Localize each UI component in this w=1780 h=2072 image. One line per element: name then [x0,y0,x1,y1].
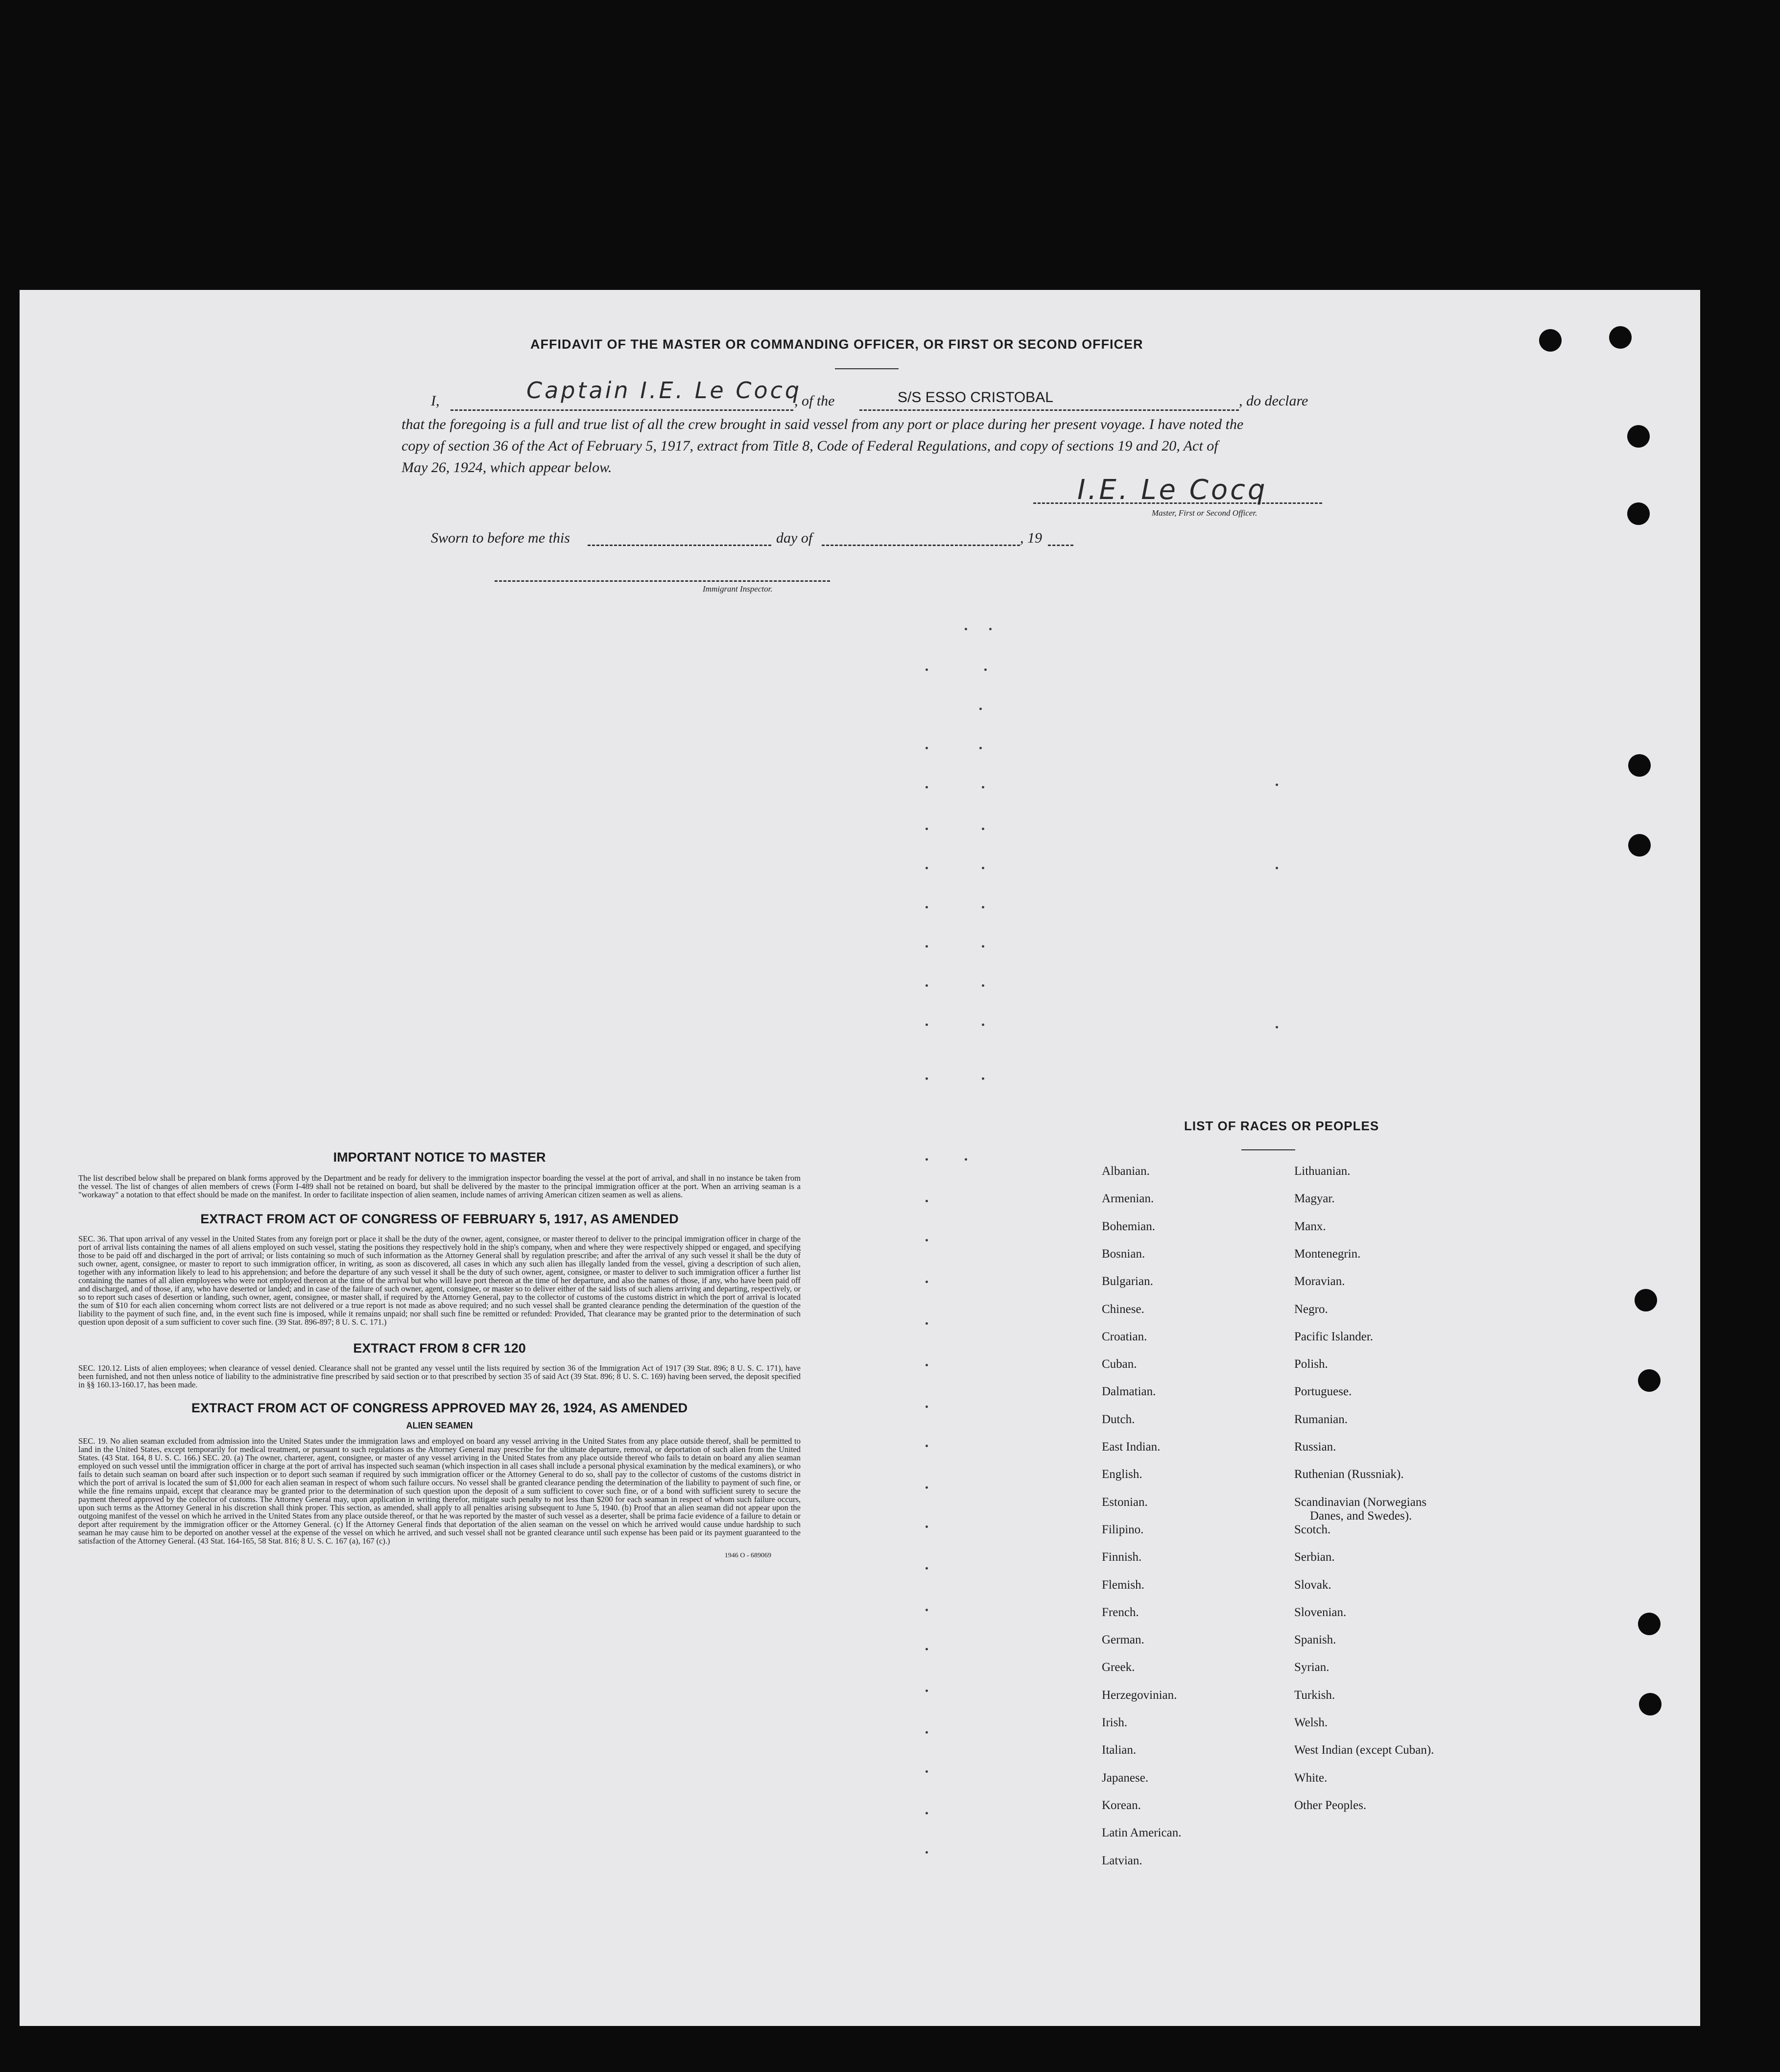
race-item: Japanese. [1102,1771,1149,1785]
race-item: Scotch. [1294,1523,1331,1536]
signature-caption: Master, First or Second Officer. [1152,508,1258,518]
race-item: Other Peoples. [1294,1798,1367,1812]
race-item: Moravian. [1294,1275,1345,1288]
name-line [451,409,793,411]
of-the-label: , of the [794,393,835,409]
affidavit-title: AFFIDAVIT OF THE MASTER OR COMMANDING OFFICER, OR FIRST OR SECOND OFFICER [530,337,1143,352]
bleed-dot [926,1648,928,1650]
race-item: Slovenian. [1294,1605,1347,1619]
race-item: Negro. [1294,1302,1328,1316]
race-item: Russian. [1294,1440,1336,1453]
bleed-dot [926,1567,928,1570]
bleed-dot [979,708,982,710]
bleed-dot [984,668,987,671]
bleed-dot [926,668,928,671]
race-item: Chinese. [1102,1302,1144,1316]
bleed-dot [965,628,967,630]
bleed-dot [926,1281,928,1283]
bleed-dot [926,1731,928,1734]
race-item: Slovak. [1294,1578,1331,1592]
race-item: Estonian. [1102,1495,1148,1509]
officer-name: Captain I.E. Le Cocq [526,377,802,404]
bleed-dot [926,1812,928,1814]
statement-line-2: copy of section 36 of the Act of February 5, 1917, extract from Title 8, Code of Federal Regulations, and copy of sections 19 and 20, Act of [402,438,1218,454]
extract-1924-text: SEC. 19. No alien seaman excluded from admission into the United States under the immigration laws and employed on board any vessel arriving in the United States from any place outside thereof, shall be permitted to land in the United States, except temporarily for medical treatment, or pursuant to such regulations as the Attorney General may prescribe for the ultimate departure, removal, or deportation of such alien from the United States. (43 Stat. 164, 8 U. S. C. 166.) SEC. 20. (a) The owner, charterer, agent, consignee, or master of any vessel arriving in the United States from any place outside thereof who fails to detain on board any alien seaman employed on such vessel until the immigration officer in charge at the port of arrival has inspected such seaman (which inspection in all cases shall include a personal physical examination by the medical examiners), or who fails to detain such seaman on board after such inspection or to deport such seaman if required by such immigration officer or the Attorney General to do so, shall pay to the collector of customs of the customs district in which the port of arrival is located the sum of $1,000 for each alien seaman in respect of whom such failure occurs. No vessel shall be granted clearance pending the determination of the liability to payment of such fine, or while the fine remains unpaid, except that clearance may be granted prior to the determination of such question upon the deposit of a sum sufficient to cover such fine, or of a bond with sufficient surety to secure the payment thereof approved by the collector of customs. The Attorney General may, upon application in writing therefor, mitigate such penalty to not less than $200 for each seaman in respect of whom such failure occurs, upon such terms as the Attorney General in his discretion shall think proper. This section, as amended, shall apply to all penalties arising subsequent to June 5, 1940. (b) Proof that an alien seaman did not appear upon the outgoing manifest of the vessel on which he arrived in the United States from any place outside thereof, or that he was reported by the master of such vessel as a deserter, shall be prima facie evidence of a failure to detain or deport after requirement by the immigration officer or the Attorney General. (c) If the Attorney General finds that deportation of the alien seaman on the vessel on which he arrived would cause undue hardship to such seaman he may cause him to be deported on another vessel at the expense of the vessel on which he arrived, and such vessel shall not be granted clearance until such expense has been paid or its payment guaranteed to the satisfaction of the Attorney General. (43 Stat. 164-165, 58 Stat. 816; 8 U. S. C. 167 (a), 167 (c).) [78,1436,801,1546]
race-item: Latin American. [1102,1826,1182,1840]
punch-hole [1638,1613,1661,1635]
extract-1917-text: SEC. 36. That upon arrival of any vessel in the United States from any foreign port or place it shall be the duty of the owner, agent, consignee, or master thereof to deliver to the principal immigration officer in charge of the port of arrival lists containing the names of all aliens employed on such vessel, stating the positions they respectively hold in the ship's company, when and where they were respectively shipped or engaged, and specifying those to be paid off and discharged in the port of arrival; or lists containing so much of such information as the Attorney General shall by regulation prescribe; and after the arrival of any such vessel it shall be the duty of such owner, agent, consignee, or master to report to such immigration officer, in writing, as soon as discovered, all cases in which any such alien has illegally landed from the vessel, giving a description of such alien, together with any information likely to lead to his apprehension; and before the departure of any such vessel it shall be the duty of such owner, agent, consignee, or master to deliver to such immigration officer a further list containing the names of all alien employees who were not employed thereon at the time of the arrival but who will leave port thereon at the time of her departure, and also the names of those, if any, who have been paid off and discharged, and of those, if any, who have deserted or landed; and in case of the failure of such owner, agent, consignee, or master so to deliver either of the said lists of such aliens arriving and departing, respectively, or so to report such cases of desertion or landing, such owner, agent, consignee, or master shall, if required by the Attorney General, pay to the collector of customs of the customs district in which the port of arrival is located the sum of $10 for each alien concerning whom correct lists are not delivered or a true report is not made as above required; and no such vessel shall be granted clearance pending the determination of the question of the liability to the payment of such fine, and, in the event such fine is imposed, while it remains unpaid; nor shall such fine be remitted or refunded: Provided, That clearance may be granted prior to the determination of such question upon deposit of a sum sufficient to cover such fine. (39 Stat. 896-897; 8 U. S. C. 171.) [78,1234,801,1327]
race-item: Spanish. [1294,1633,1336,1647]
extract-1917-title: EXTRACT FROM ACT OF CONGRESS OF FEBRUARY 5, 1917, AS AMENDED [200,1212,679,1226]
race-item: Manx. [1294,1219,1326,1233]
inspector-line [495,580,830,582]
bleed-dot [926,867,928,869]
punch-hole [1638,1369,1661,1392]
race-item: Herzegovinian. [1102,1688,1177,1702]
race-item: Bosnian. [1102,1247,1145,1261]
bleed-dot [1276,867,1278,869]
bleed-dot [982,786,984,788]
bleed-dot [926,1024,928,1026]
race-item: Greek. [1102,1661,1135,1674]
sworn-label: Sworn to before me this [431,530,570,546]
punch-hole [1539,329,1562,352]
bleed-dot [982,906,984,908]
race-item: Lithuanian. [1294,1165,1351,1178]
bleed-dot [926,1364,928,1366]
race-item: Scandinavian (Norwegians [1294,1495,1427,1509]
race-item: White. [1294,1771,1328,1785]
bleed-dot [926,747,928,749]
race-item: Armenian. [1102,1192,1154,1206]
punch-hole [1627,425,1650,448]
races-title: LIST OF RACES OR PEOPLES [1184,1119,1379,1133]
title-underline [835,368,899,369]
race-item: Rumanian. [1294,1412,1348,1426]
race-item: Italian. [1102,1743,1137,1757]
bleed-dot [926,1200,928,1202]
race-item: Syrian. [1294,1661,1329,1674]
year-prefix: , 19 [1020,530,1042,546]
bleed-dot [1276,784,1278,786]
bleed-dot [926,1322,928,1325]
notice-title: IMPORTANT NOTICE TO MASTER [333,1150,546,1165]
race-item: Korean. [1102,1798,1141,1812]
race-item: Montenegrin. [1294,1247,1361,1261]
race-item: English. [1102,1468,1142,1481]
sworn-day-line [588,545,771,546]
extract-1924-subtitle: ALIEN SEAMEN [406,1421,473,1430]
bleed-dot [926,786,928,788]
bleed-dot [982,867,984,869]
bleed-dot [982,1024,984,1026]
i-label: I, [431,393,440,409]
bleed-dot [926,1486,928,1489]
bleed-dot [982,984,984,987]
race-item: Cuban. [1102,1358,1137,1371]
vessel-line [859,409,1239,411]
day-of-label: day of [776,530,813,546]
sworn-month-line [822,545,1020,546]
bleed-dot [982,828,984,830]
race-item: Danes, and Swedes). [1310,1509,1412,1523]
bleed-dot [926,1405,928,1408]
punch-hole [1628,754,1651,777]
print-code: 1946 O - 689069 [724,1552,771,1559]
extract-cfr-text: SEC. 120.12. Lists of alien employees; when clearance of vessel denied. Clearance shall not be granted any vessel until the lists required by section 36 of the Immigration Act of 1917 (39 Stat. 896; 8 U. S. C. 171), have been furnished, and not then unless notice of liability to the administrative fine prescribed by said section or to that prescribed by section 35 of said Act (39 Stat. 896; 8 U. S. C. 169) having been served, the deposit specified in §§ 160.13-160.17, has been made. [78,1363,801,1389]
bleed-dot [926,1158,928,1161]
bleed-dot [979,747,982,749]
bleed-dot [982,1077,984,1080]
bleed-dot [926,945,928,948]
bleed-dot [926,1851,928,1854]
vessel-name: S/S ESSO CRISTOBAL [898,389,1053,405]
race-item: Serbian. [1294,1550,1335,1564]
bleed-dot [1276,1026,1278,1028]
races-underline [1241,1149,1295,1150]
race-item: Bohemian. [1102,1219,1156,1233]
race-item: Bulgarian. [1102,1275,1153,1288]
race-item: Pacific Islander. [1294,1330,1374,1343]
race-item: Finnish. [1102,1550,1142,1564]
race-item: Portuguese. [1294,1385,1352,1399]
inspector-caption: Immigrant Inspector. [703,584,773,594]
race-item: Albanian. [1102,1165,1150,1178]
race-item: Latvian. [1102,1854,1142,1867]
bleed-dot [965,1158,967,1161]
punch-hole [1609,326,1632,349]
bleed-dot [926,1445,928,1447]
race-item: German. [1102,1633,1144,1647]
bleed-dot [926,1525,928,1528]
notice-text: The list described below shall be prepared on blank forms approved by the Department and be ready for delivery to the immigration inspector boarding the vessel at the port of arrival, and shall in no instance be taken from the vessel. The list of changes of alien members of crews (Form I-489 shall not be retained on board, but shall be delivered by the master to the principal immigration officer at the port. When an arriving seaman is a "workaway" a notation to that effect should be made on the manifest. In order to facilitate inspection of alien seamen, include names of arriving American citizen seamen as well as aliens. [78,1173,801,1199]
bleed-dot [982,945,984,948]
race-item: Filipino. [1102,1523,1144,1536]
legal-column [78,1150,801,1560]
race-item: Welsh. [1294,1716,1328,1729]
bleed-dot [926,1077,928,1080]
master-signature: I.E. Le Cocq [1077,474,1268,506]
race-item: Dutch. [1102,1412,1135,1426]
punch-hole [1627,502,1650,525]
race-item: Turkish. [1294,1688,1335,1702]
race-item: French. [1102,1605,1139,1619]
bleed-dot [926,1609,928,1611]
bleed-dot [926,1770,928,1773]
race-item: Croatian. [1102,1330,1147,1343]
bleed-dot [989,628,992,630]
punch-hole [1639,1693,1661,1715]
race-item: West Indian (except Cuban). [1294,1743,1434,1757]
race-item: East Indian. [1102,1440,1161,1453]
bleed-dot [926,1690,928,1692]
extract-cfr-title: EXTRACT FROM 8 CFR 120 [353,1341,526,1356]
do-declare-label: , do declare [1239,393,1308,409]
bleed-dot [926,906,928,908]
bleed-dot [926,828,928,830]
sworn-year-line [1048,545,1073,546]
bleed-dot [926,984,928,987]
race-item: Dalmatian. [1102,1385,1156,1399]
extract-1924-title: EXTRACT FROM ACT OF CONGRESS APPROVED MAY 26, 1924, AS AMENDED [191,1401,688,1415]
race-item: Magyar. [1294,1192,1335,1206]
race-item: Flemish. [1102,1578,1144,1592]
race-item: Polish. [1294,1358,1328,1371]
statement-line-3: May 26, 1924, which appear below. [402,459,612,476]
punch-hole [1635,1289,1657,1311]
punch-hole [1628,834,1651,857]
statement-line-1: that the foregoing is a full and true list of all the crew brought in said vessel from any port or place during her present voyage. I have noted the [402,416,1244,432]
bleed-dot [926,1239,928,1241]
race-item: Irish. [1102,1716,1128,1729]
race-item: Ruthenian (Russniak). [1294,1468,1404,1481]
